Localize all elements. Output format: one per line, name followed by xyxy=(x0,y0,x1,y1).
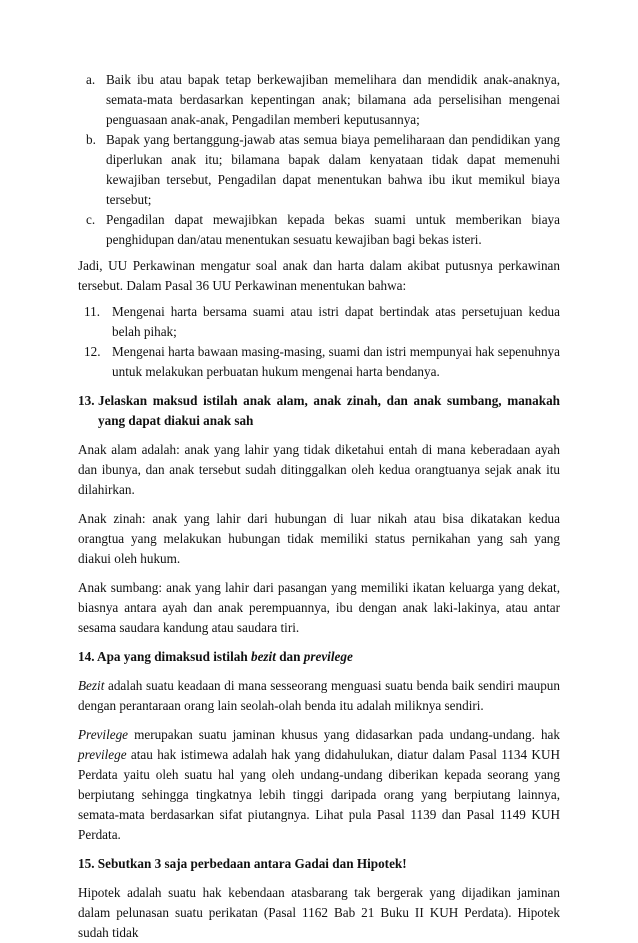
term-previlege-inline: previlege xyxy=(78,747,127,762)
paragraph-previlege xyxy=(78,725,560,845)
list-alpha xyxy=(78,70,560,250)
question-13-heading xyxy=(78,391,560,431)
list-item xyxy=(78,70,560,130)
list-item-text: Baik ibu atau bapak tetap berkewajiban memelihara dan mendidik anak-anaknya, semata-mata berdasarkan kepentingan anak; bilamana ada perselisihan mengenai penguasaan anak-anak, Pengadilan memberi keputusannya; xyxy=(106,72,560,127)
list-item xyxy=(78,342,560,382)
heading-term-previlege: previlege xyxy=(303,649,353,664)
paragraph-anak-alam: Anak alam adalah: anak yang lahir yang tidak diketahui entah di mana keberadaan ayah dan ibunya, dan anak tersebut sudah ditinggalkan oleh kedua orangtuanya sejak anak itu dilahirkan. xyxy=(78,442,560,497)
list-marker: c. xyxy=(86,212,96,227)
heading-middle: dan xyxy=(275,649,304,664)
paragraph-text: merupakan suatu jaminan khusus yang didasarkan pada undang-undang. hak xyxy=(128,727,560,742)
list-marker: a. xyxy=(86,72,96,87)
question-15-heading: 15. Sebutkan 3 saja perbedaan antara Gadai dan Hipotek! xyxy=(78,856,407,871)
list-item-text: Bapak yang bertanggung-jawab atas semua biaya pemeliharaan dan pendidikan yang diperlukan anak itu; bilamana bapak dalam kenyataan tidak dapat memenuhi kewajiban tersebut, Pengadilan dapat menentukan bahwa ibu ikut memikul biaya tersebut; xyxy=(106,132,560,207)
list-marker: 11. xyxy=(84,304,100,319)
list-marker: b. xyxy=(86,132,96,147)
paragraph-bezit xyxy=(78,676,560,716)
heading-marker: 13. xyxy=(78,393,95,408)
heading-prefix: 14. Apa yang dimaksud istilah xyxy=(78,649,251,664)
paragraph-anak-zinah: Anak zinah: anak yang lahir dari hubungan di luar nikah atau bisa dikatakan kedua orangtua yang melakukan hubungan tidak memiliki status pernikahan yang sah yang diakui oleh hukum. xyxy=(78,511,560,566)
paragraph-anak-sumbang: Anak sumbang: anak yang lahir dari pasangan yang memiliki ikatan keluarga yang dekat, biasnya antara ayah dan anak perempuannya, ibu dengan anak laki-lakinya, atau antar sesama saudara kandung atau saudara tiri. xyxy=(78,580,560,635)
heading-term-bezit: bezit xyxy=(250,649,276,664)
list-item-text: Pengadilan dapat mewajibkan kepada bekas suami untuk memberikan biaya penghidupan dan/atau menentukan sesuatu kewajiban bagi bekas isteri. xyxy=(106,212,560,247)
list-item xyxy=(78,130,560,210)
paragraph-text: atau hak istimewa adalah hak yang didahulukan, diatur dalam Pasal 1134 KUH Perdata yaitu oleh suatu hal yang oleh undang-undang diberikan kepada seorang yang berpiutang sehingga tingkatnya lebih tinggi daripada orang yang berpiutang lainnya, semata-mata berdasarkan sifat piutangnya. Lihat pula Pasal 1139 dan Pasal 1149 KUH Perdata. xyxy=(78,747,560,842)
list-marker: 12. xyxy=(84,344,101,359)
heading-text: Jelaskan maksud istilah anak alam, anak zinah, dan anak sumbang, manakah yang dapat diakui anak sah xyxy=(98,393,560,428)
list-item-text: Mengenai harta bawaan masing-masing, suami dan istri mempunyai hak sepenuhnya untuk melakukan perbuatan hukum mengenai harta bendanya. xyxy=(112,344,560,379)
term-bezit: Bezit xyxy=(78,678,105,693)
list-item xyxy=(78,210,560,250)
paragraph-jadi: Jadi, UU Perkawinan mengatur soal anak dan harta dalam akibat putusnya perkawinan tersebut. Dalam Pasal 36 UU Perkawinan menentukan bahwa: xyxy=(78,258,560,293)
list-item-text: Mengenai harta bersama suami atau istri dapat bertindak atas persetujuan kedua belah pihak; xyxy=(112,304,560,339)
term-previlege: Previlege xyxy=(78,727,129,742)
paragraph-hipotek: Hipotek adalah suatu hak kebendaan atasbarang tak bergerak yang dijadikan jaminan dalam pelunasan suatu perikatan (Pasal 1162 Bab 21 Buku II KUH Perdata). Hipotek sudah tidak xyxy=(78,885,560,940)
list-item xyxy=(78,302,560,342)
question-14-heading xyxy=(78,647,560,667)
paragraph-text: adalah suatu keadaan di mana sesseorang menguasi suatu benda baik sendiri maupun dengan perantaraan orang lain seolah-olah benda itu adalah miliknya sendiri. xyxy=(78,678,560,713)
list-numbered xyxy=(78,302,560,382)
